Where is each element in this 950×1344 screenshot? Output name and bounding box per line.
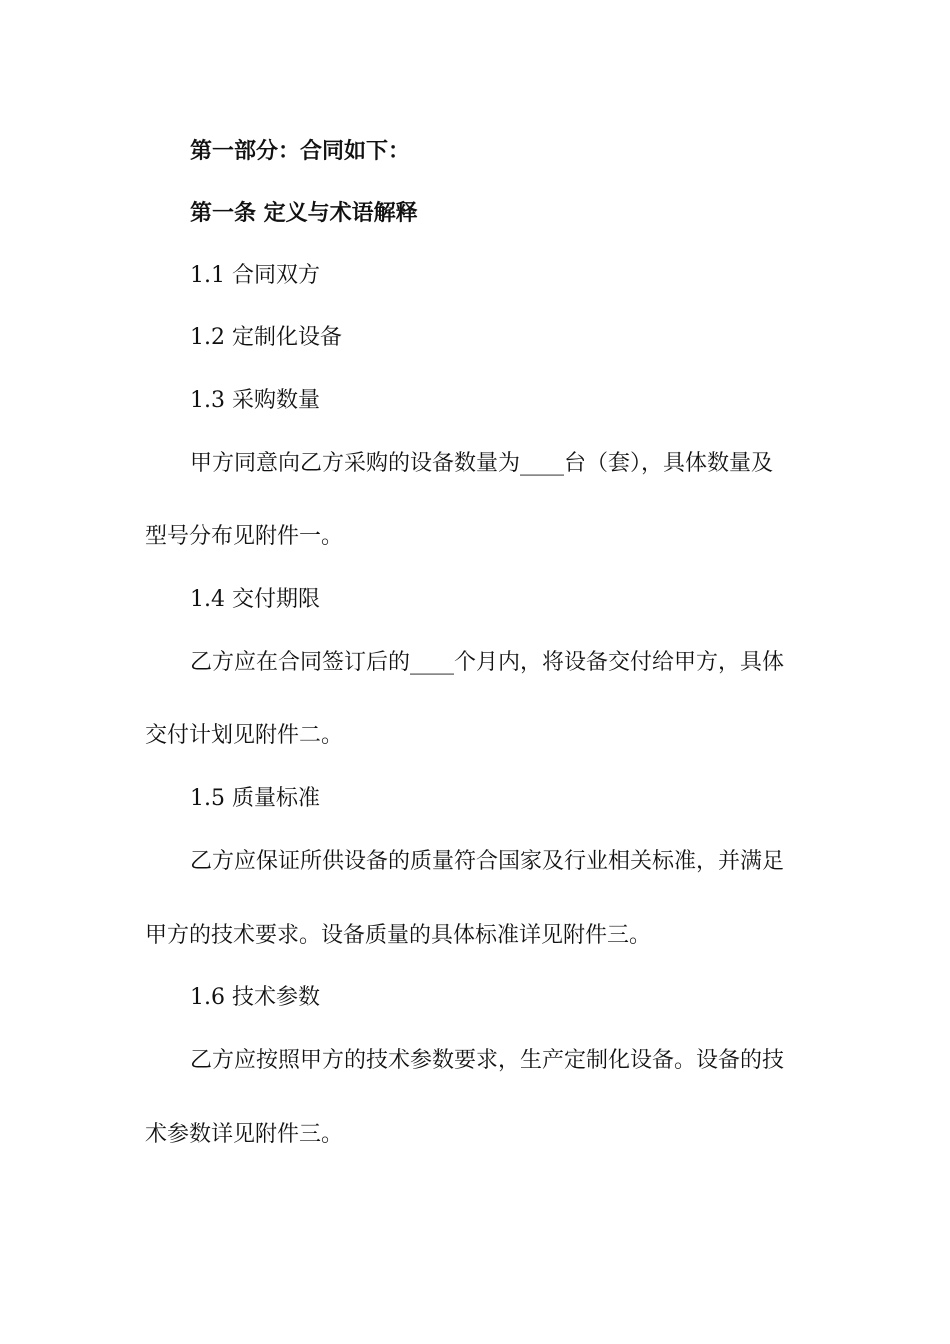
paragraph-1-5-line-1: 乙方应保证所供设备的质量符合国家及行业相关标准，并满足 — [190, 849, 785, 874]
paragraph-1-4-line-1: 乙方应在合同签订后的____个月内，将设备交付给甲方，具体 — [190, 650, 785, 675]
item-heading-1-2: 1.2 定制化设备 — [190, 325, 342, 350]
paragraph-1-5-line-2: 甲方的技术要求。设备质量的具体标准详见附件三。 — [145, 923, 652, 948]
article-heading: 第一条 定义与术语解释 — [190, 201, 418, 226]
paragraph-1-3-line-1: 甲方同意向乙方采购的设备数量为____台（套），具体数量及 — [190, 451, 774, 476]
paragraph-1-3-line-2: 型号分布见附件一。 — [145, 524, 344, 549]
paragraph-1-6-line-1: 乙方应按照甲方的技术参数要求，生产定制化设备。设备的技 — [190, 1048, 785, 1073]
paragraph-1-4-line-2: 交付计划见附件二。 — [145, 723, 344, 748]
item-heading-1-6: 1.6 技术参数 — [190, 985, 320, 1010]
item-heading-1-1: 1.1 合同双方 — [190, 263, 320, 288]
paragraph-1-6-line-2: 术参数详见附件三。 — [145, 1122, 344, 1147]
item-heading-1-3: 1.3 采购数量 — [190, 388, 320, 413]
part-heading: 第一部分：合同如下： — [190, 139, 411, 164]
item-heading-1-4: 1.4 交付期限 — [190, 587, 320, 612]
item-heading-1-5: 1.5 质量标准 — [190, 786, 320, 811]
